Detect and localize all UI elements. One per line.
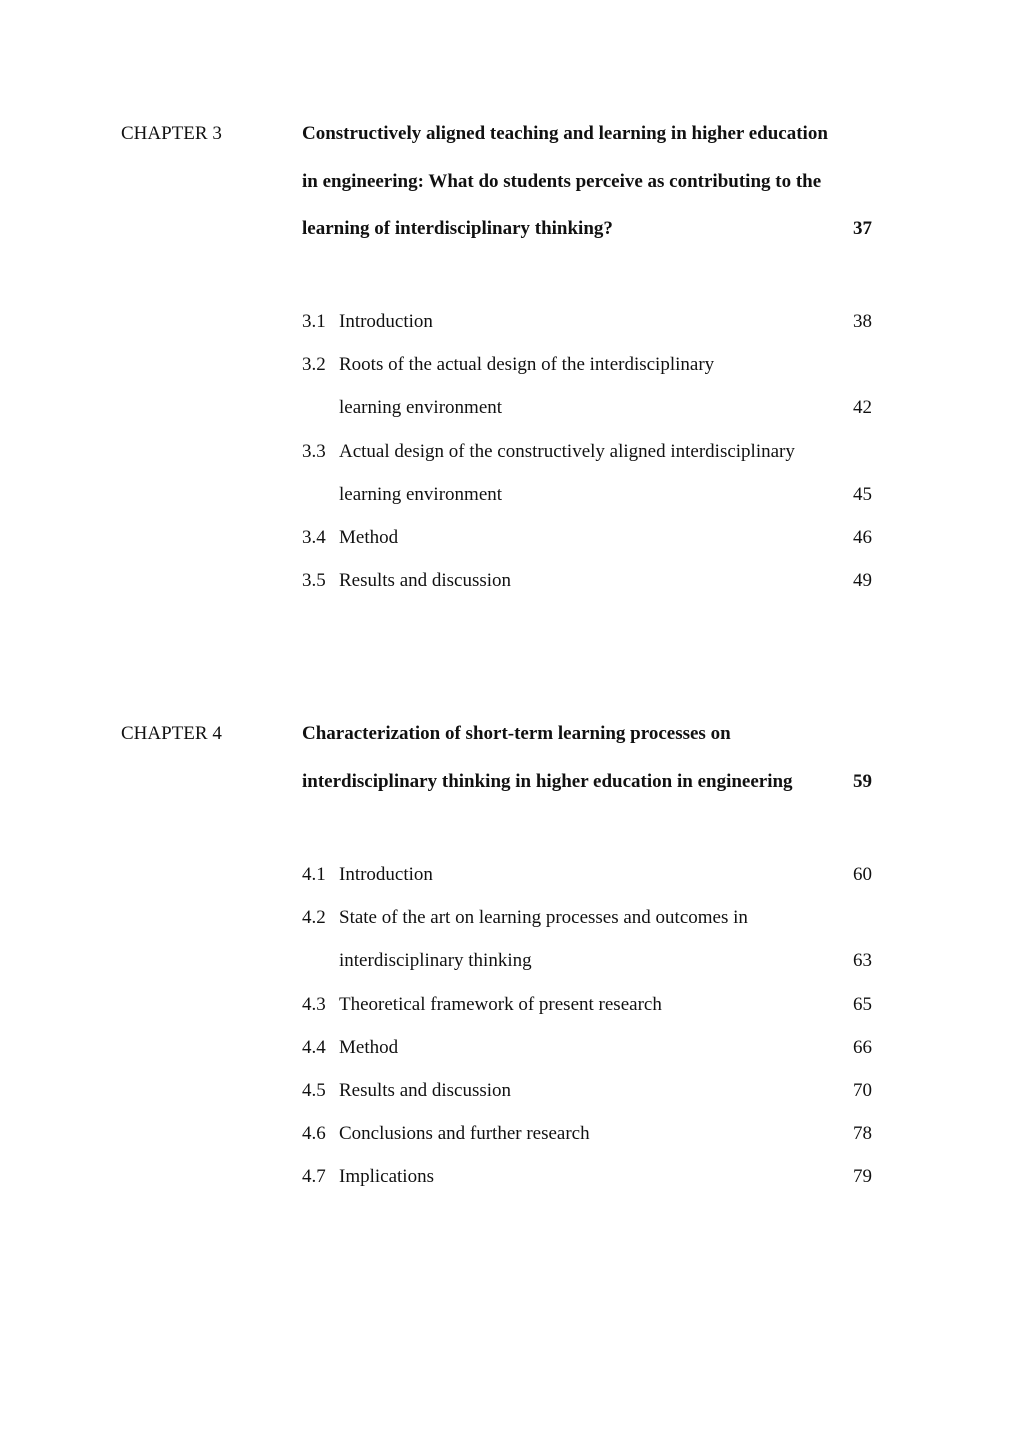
section-page-number: 46: [853, 527, 872, 548]
section-title: Method: [339, 1037, 399, 1058]
chapter-page-number: 59: [853, 771, 872, 792]
section-title: Results and discussion: [339, 570, 512, 591]
section-title: Results and discussion: [339, 1080, 512, 1101]
section-number: 3.4: [302, 527, 326, 548]
chapter-title-line: Characterization of short-term learning processes on: [302, 723, 731, 744]
section-number: 4.5: [302, 1080, 326, 1101]
chapter-title-line: interdisciplinary thinking in higher education in engineering: [302, 771, 793, 792]
section-number: 3.5: [302, 570, 326, 591]
section-title: Implications: [339, 1166, 434, 1187]
section-title: Introduction: [339, 311, 433, 332]
chapter-title-line: learning of interdisciplinary thinking?: [302, 218, 613, 239]
section-number: 4.3: [302, 994, 326, 1015]
chapter-page-number: 37: [853, 218, 872, 239]
section-page-number: 65: [853, 994, 872, 1015]
section-title: Roots of the actual design of the interdisciplinary: [339, 354, 715, 375]
section-page-number: 42: [853, 397, 872, 418]
section-page-number: 49: [853, 570, 872, 591]
section-page-number: 63: [853, 950, 872, 971]
section-page-number: 38: [853, 311, 872, 332]
chapter-title-line: Constructively aligned teaching and learning in higher education: [302, 123, 828, 144]
section-page-number: 60: [853, 864, 872, 885]
section-number: 4.1: [302, 864, 326, 885]
section-title: Method: [339, 527, 399, 548]
section-page-number: 79: [853, 1166, 872, 1187]
chapter-label: CHAPTER 3: [121, 123, 222, 144]
section-page-number: 78: [853, 1123, 872, 1144]
section-number: 3.1: [302, 311, 326, 332]
section-number: 4.7: [302, 1166, 326, 1187]
section-title: Theoretical framework of present research: [339, 994, 662, 1015]
section-title-continuation: learning environment: [339, 484, 503, 505]
section-title: Actual design of the constructively aligned interdisciplinary: [339, 441, 795, 462]
section-number: 4.4: [302, 1037, 326, 1058]
section-page-number: 45: [853, 484, 872, 505]
section-title: Introduction: [339, 864, 433, 885]
section-number: 3.2: [302, 354, 326, 375]
section-number: 3.3: [302, 441, 326, 462]
section-page-number: 66: [853, 1037, 872, 1058]
section-number: 4.2: [302, 907, 326, 928]
section-title: Conclusions and further research: [339, 1123, 590, 1144]
chapter-label: CHAPTER 4: [121, 723, 222, 744]
section-title: State of the art on learning processes and outcomes in: [339, 907, 748, 928]
section-title-continuation: learning environment: [339, 397, 503, 418]
section-number: 4.6: [302, 1123, 326, 1144]
section-title-continuation: interdisciplinary thinking: [339, 950, 532, 971]
section-page-number: 70: [853, 1080, 872, 1101]
chapter-title-line: in engineering: What do students perceive as contributing to the: [302, 171, 822, 192]
